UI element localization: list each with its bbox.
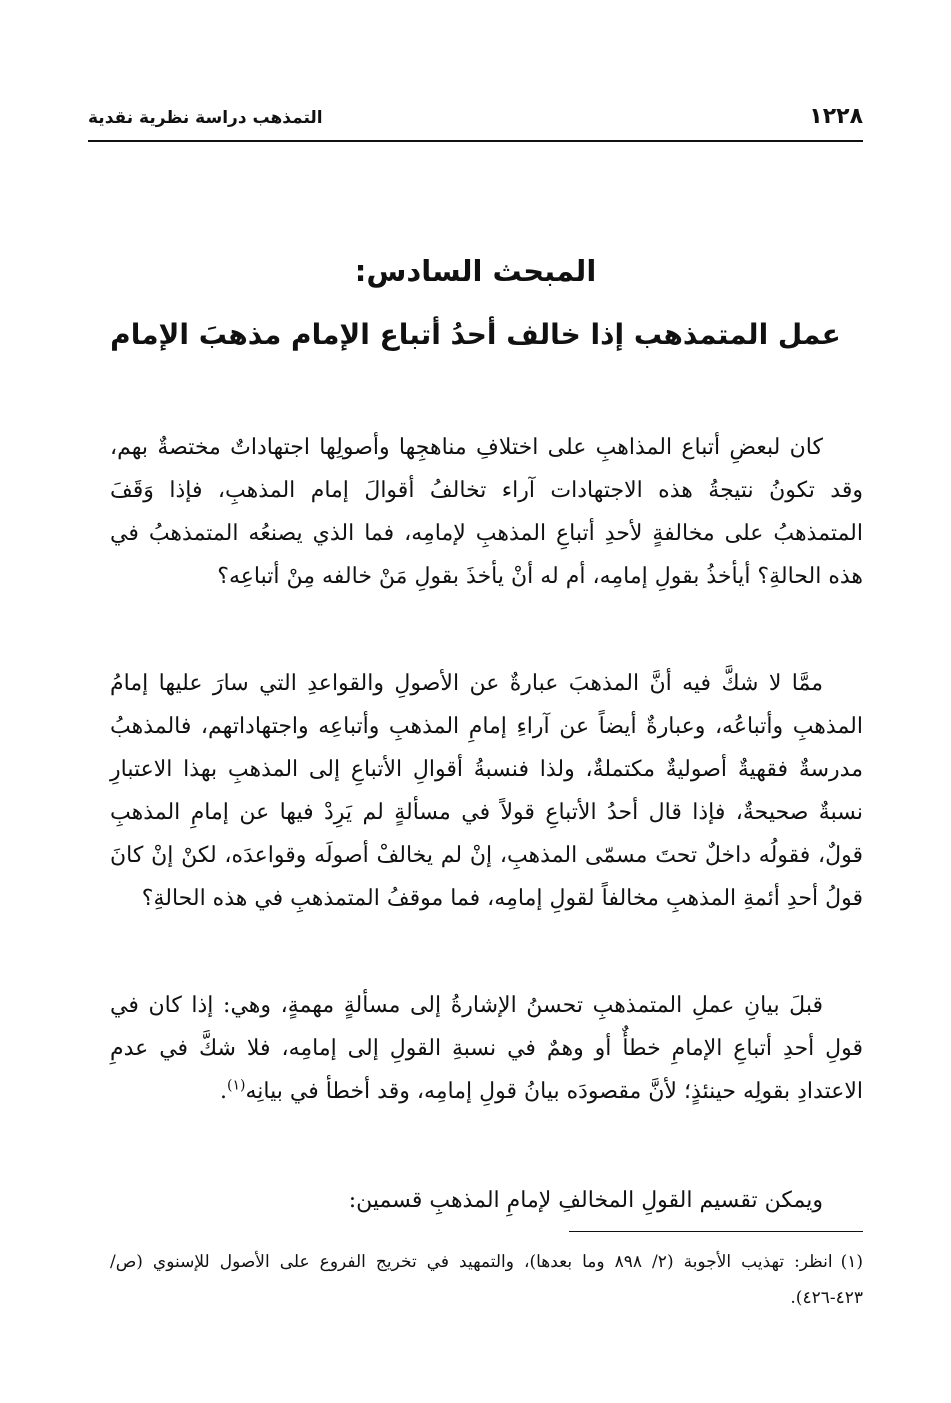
paragraph-2: ممَّا لا شكَّ فيه أنَّ المذهبَ عبارةٌ عن الأصولِ والقواعدِ التي سارَ عليها إمامُ المذهبِ وأتباعُه، وعبارةٌ أيضاً عن آراءِ إمامِ المذهبِ وأتباعِه واجتهاداتهم، فالمذهبُ مدرسةٌ فقهيةٌ أصوليةٌ مكتملةٌ، ولذا فنسبةُ أقوالِ الأتباعِ إلى المذهبِ بهذا الاعتبارِ نسبةٌ صحيحةٌ، فإذا قال أحدُ الأتباعِ قولاً في مسألةٍ لم يَرِدْ فيها عن إمامِ المذهبِ قولٌ، فقولُه داخلٌ تحتَ مسمّى المذهبِ، إنْ لم يخالفْ أصولَه وقواعدَه، لكنْ إنْ كانَ قولُ أحدِ أئمةِ المذهبِ مخالفاً لقولِ إمامِه، فما موقفُ المتمذهبِ في هذه الحالةِ؟: [110, 671, 863, 911]
footnote-divider: [569, 1231, 863, 1232]
paragraph-1: كان لبعضِ أتباع المذاهبِ على اختلافِ مناهجِها وأصولِها اجتهاداتٌ مختصةٌ بهم، وقد تكونُ نتيجةُ هذه الاجتهادات آراء تخالفُ أقوالَ إمام المذهبِ، فإذا وَقَفَ المتمذهبُ على مخالفةٍ لأحدِ أتباعِ المذهبِ لإمامِه، فما الذي يصنعُه المتمذهبُ في هذه الحالةِ؟ أيأخذُ بقولِ إمامِه، أم له أنْ يأخذَ بقولِ مَنْ خالفه مِنْ أتباعِه؟: [110, 435, 863, 589]
page-number: ١٢٢٨: [809, 104, 863, 129]
section-title: عمل المتمذهب إذا خالف أحدُ أتباع الإمام مذهبَ الإمام: [110, 318, 841, 351]
footnote: [110, 1244, 863, 1316]
paragraph-3-text: قبلَ بيانِ عملِ المتمذهبِ تحسنُ الإشارةُ إلى مسألةٍ مهمةٍ، وهي: إذا كان في قولِ أحدِ أتباعِ الإمامِ خطأٌ أو وهمٌ في نسبةِ القولِ إلى إمامِه، فلا شكَّ في عدمِ الاعتدادِ بقولِه حينئذٍ؛ لأنَّ مقصودَه بيانُ قولِ إمامِه، وقد أخطأ في بيانِه: [110, 993, 863, 1104]
footnote-reference[interactable]: (١): [227, 1077, 246, 1094]
paragraph-3: [110, 984, 863, 1113]
paragraph-3-end: .: [220, 1079, 228, 1104]
section-label: المبحث السادس:: [354, 254, 597, 288]
footnote-number: (١): [840, 1252, 864, 1272]
paragraph-4: ويمكن تقسيم القولِ المخالفِ لإمامِ المذهبِ قسمين:: [348, 1188, 823, 1213]
page-header: [88, 100, 863, 142]
running-title: التمذهب دراسة نظرية نقدية: [88, 108, 323, 128]
footnote-text: انظر: تهذيب الأجوبة (٢/ ٨٩٨ وما بعدها)، والتمهيد في تخريج الفروع على الأصول للإسنوي (ص/ ٤٢٣-٤٢٦).: [110, 1252, 863, 1308]
